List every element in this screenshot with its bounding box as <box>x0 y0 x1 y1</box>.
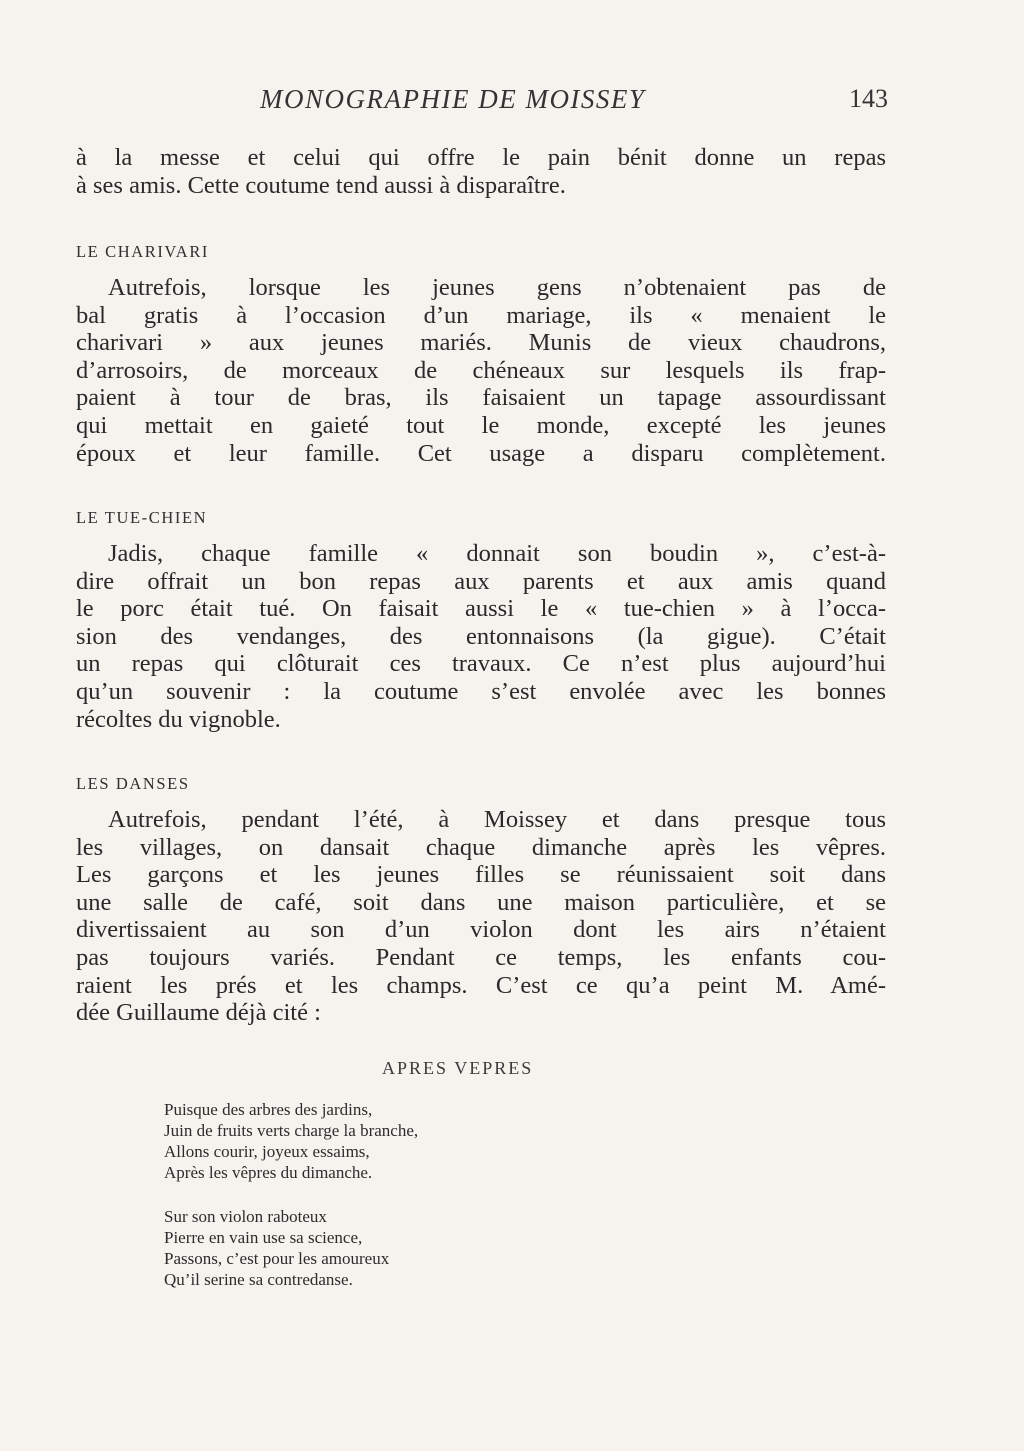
text-line: Autrefois, lorsque les jeunes gens n’obtenaient pas de <box>108 274 886 301</box>
text-line: époux et leur famille. Cet usage a disparu complètement. <box>76 439 886 467</box>
text-line: qu’un souvenir : la coutume s’est envolée avec les bonnes <box>76 677 886 705</box>
poem-stanza <box>164 1099 418 1183</box>
text-line: les villages, on dansait chaque dimanche après les vêpres. <box>76 833 886 861</box>
text-line: sion des vendanges, des entonnaisons (la gigue). C’était <box>76 622 886 650</box>
text-line: d’arrosoirs, de morceaux de chéneaux sur lesquels ils frap- <box>76 356 886 384</box>
verse-line: Puisque des arbres des jardins, <box>164 1100 373 1119</box>
text-line: à la messe et celui qui offre le pain bénit donne un repas <box>76 144 886 171</box>
section-heading-charivari: LE CHARIVARI <box>76 242 210 261</box>
verse-line: Pierre en vain use sa science, <box>164 1228 363 1247</box>
verse-line: Allons courir, joyeux essaims, <box>164 1142 370 1161</box>
intro-paragraph <box>76 144 886 199</box>
text-line: bal gratis à l’occasion d’un mariage, ils « menaient le <box>76 301 886 329</box>
section-heading-tue-chien: LE TUE-CHIEN <box>76 508 208 527</box>
poem-stanza <box>164 1206 389 1290</box>
text-line: pas toujours variés. Pendant ce temps, les enfants cou- <box>76 943 886 971</box>
text-line: raient les prés et les champs. C’est ce qu’a peint M. Amé- <box>76 971 886 999</box>
text-line: le porc était tué. On faisait aussi le « tue-chien » à l’occa- <box>76 595 886 623</box>
poem-title: APRES VEPRES <box>382 1058 534 1078</box>
verse-line: Passons, c’est pour les amoureux <box>164 1249 390 1268</box>
verse-line: Sur son violon raboteux <box>164 1207 327 1226</box>
text-line: récoltes du vignoble. <box>76 705 281 733</box>
text-line: un repas qui clôturait ces travaux. Ce n’est plus aujourd’hui <box>76 650 886 678</box>
section-paragraph-charivari <box>76 274 886 467</box>
verse-line: Juin de fruits verts charge la branche, <box>164 1121 419 1140</box>
text-line: dée Guillaume déjà cité : <box>76 999 321 1027</box>
text-line: charivari » aux jeunes mariés. Munis de vieux chaudrons, <box>76 329 886 357</box>
text-line: Les garçons et les jeunes filles se réunissaient soit dans <box>76 861 886 889</box>
text-line: paient à tour de bras, ils faisaient un tapage assourdissant <box>76 384 886 412</box>
text-line: une salle de café, soit dans une maison particulière, et se <box>76 888 886 916</box>
text-line: Jadis, chaque famille « donnait son boudin », c’est-à- <box>108 540 886 567</box>
page-header <box>76 84 888 118</box>
page-number: 143 <box>849 84 888 113</box>
verse-line: Après les vêpres du dimanche. <box>164 1163 373 1182</box>
running-title: MONOGRAPHIE DE MOISSEY <box>260 84 646 114</box>
text-line: qui mettait en gaieté tout le monde, excepté les jeunes <box>76 411 886 439</box>
text-line: dire offrait un bon repas aux parents et aux amis quand <box>76 567 886 595</box>
section-paragraph-danses <box>76 806 886 1027</box>
text-line: Autrefois, pendant l’été, à Moissey et dans presque tous <box>108 806 886 833</box>
text-line: à ses amis. Cette coutume tend aussi à disparaître. <box>76 171 566 199</box>
text-line: divertissaient au son d’un violon dont les airs n’étaient <box>76 916 886 944</box>
section-paragraph-tue-chien <box>76 540 886 733</box>
section-heading-danses: LES DANSES <box>76 774 190 793</box>
verse-line: Qu’il serine sa contredanse. <box>164 1270 353 1289</box>
